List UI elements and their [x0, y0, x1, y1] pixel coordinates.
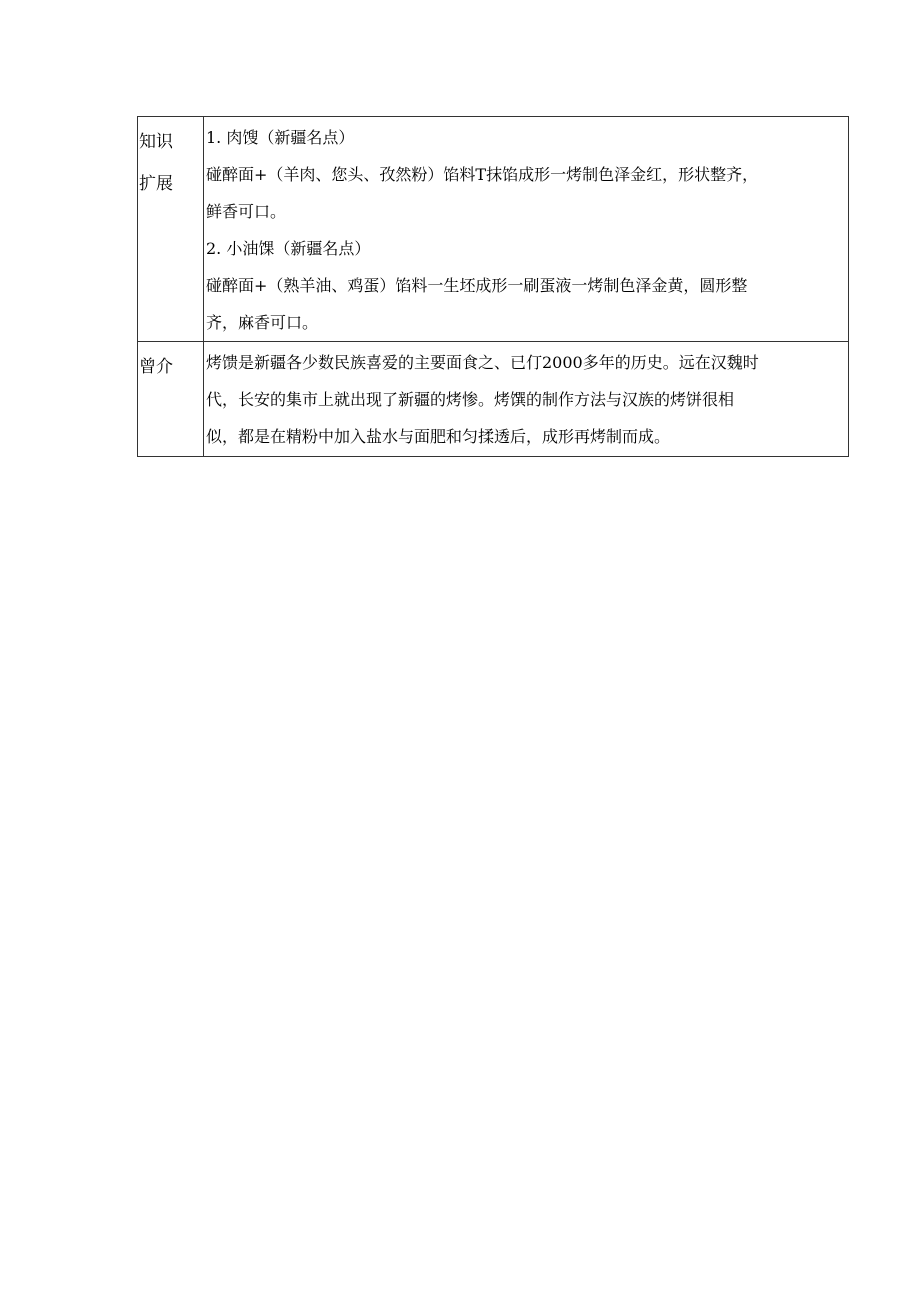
- row-label-cell: [138, 117, 204, 342]
- table-row: [138, 117, 849, 342]
- row-content-cell: [204, 117, 849, 342]
- content-line: 碰醉面+（羊肉、您头、孜然粉）馅料T抹馅成形一烤制色泽金红，形状整齐，: [206, 165, 759, 184]
- content-line: 齐，麻香可口。: [206, 313, 319, 332]
- table-row: [138, 342, 849, 457]
- content-line: 鲜香可口。: [206, 202, 287, 221]
- row-content-cell: [204, 342, 849, 457]
- content-line: 1. 肉馊（新疆名点）: [206, 128, 355, 147]
- row-label-line: 扩展: [139, 174, 173, 194]
- content-line: 2. 小油馃（新疆名点）: [206, 239, 371, 258]
- row-label-cell: [138, 342, 204, 457]
- content-line: 似，都是在精粉中加入盐水与面肥和匀揉透后，成形再烤制而成。: [206, 427, 671, 446]
- content-line: 烤馈是新疆各少数民族喜爱的主要面食之、已仃2000多年的历史。远在汉魏时: [206, 353, 759, 372]
- row-label-line: 曾介: [139, 357, 173, 377]
- info-table: [137, 116, 849, 457]
- content-line: 碰醉面+（熟羊油、鸡蛋）馅料一生坯成形一刷蛋液一烤制色泽金黄，圆形整: [206, 276, 748, 295]
- content-line: 代，长安的集市上就出现了新疆的烤惨。烤馔的制作方法与汉族的烤饼很相: [206, 390, 735, 409]
- row-label-line: 知识: [139, 132, 173, 152]
